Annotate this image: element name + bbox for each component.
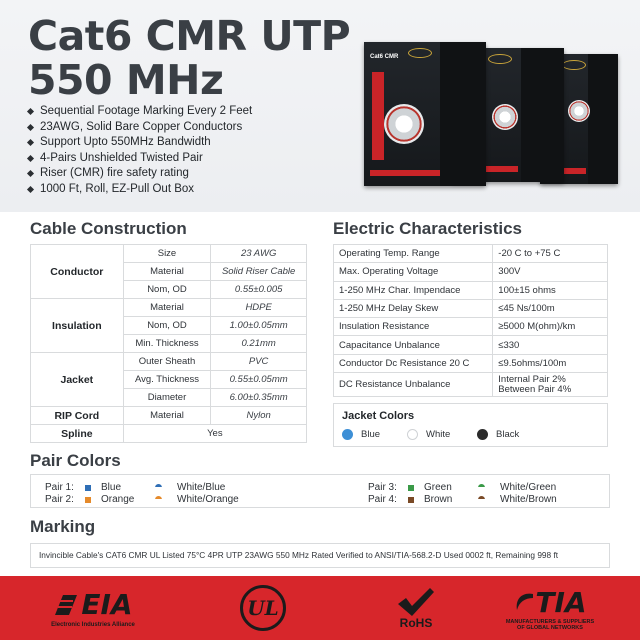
bullet-icon: [27, 139, 34, 146]
spec-label: 1-250 MHz Char. Impendace: [334, 281, 493, 299]
tia-subtitle-2: OF GLOBAL NETWORKS: [517, 624, 583, 631]
spec-label: Max. Operating Voltage: [334, 263, 493, 281]
table-row: [334, 263, 608, 281]
table-row: [31, 245, 307, 263]
solid-color-label: Orange: [101, 494, 135, 505]
property-label: Material: [123, 407, 211, 425]
property-value: PVC: [211, 353, 307, 371]
box-label: Cat6 CMR: [370, 54, 399, 60]
eia-emblem-icon: [53, 593, 79, 617]
feature-item: [28, 166, 252, 182]
group-label: Insulation: [31, 299, 124, 353]
spec-value: ≤45 Ns/100m: [493, 299, 608, 317]
table-row: [334, 281, 608, 299]
solid-color-icon: [408, 497, 414, 503]
striped-color-icon: [478, 496, 485, 503]
table-row: [334, 245, 608, 263]
pair-label: Pair 4:: [368, 494, 397, 505]
pair-colors-heading: Pair Colors: [30, 451, 121, 470]
eia-logo: [28, 576, 158, 640]
group-label: Conductor: [31, 245, 124, 299]
spec-value: 300V: [493, 263, 608, 281]
table-row: [31, 299, 307, 317]
table-row: [334, 299, 608, 317]
striped-color-label: White/Orange: [177, 494, 239, 505]
property-label: Min. Thickness: [123, 335, 211, 353]
property-value: 0.21mm: [211, 335, 307, 353]
property-value: Yes: [123, 425, 306, 443]
jacket-color-label: Blue: [361, 429, 381, 440]
electric-characteristics-heading: Electric Characteristics: [333, 219, 522, 238]
spec-label: Conductor Dc Resistance 20 C: [334, 354, 493, 372]
bullet-icon: [27, 155, 34, 162]
cable-construction-heading: Cable Construction: [30, 219, 187, 238]
jacket-colors-panel: [333, 403, 608, 447]
table-row: [31, 425, 307, 443]
feature-text: 23AWG, Solid Bare Copper Conductors: [40, 120, 243, 133]
property-label: Nom, OD: [123, 281, 211, 299]
ul-logo: [228, 576, 298, 640]
solid-color-icon: [85, 485, 91, 491]
spec-label: 1-250 MHz Delay Skew: [334, 299, 493, 317]
color-swatch-icon: [407, 429, 418, 440]
spec-label: Insulation Resistance: [334, 318, 493, 336]
eia-subtitle: Electronic Industries Alliance: [51, 622, 135, 628]
feature-item: [28, 182, 252, 198]
property-value: HDPE: [211, 299, 307, 317]
property-label: Material: [123, 263, 211, 281]
tia-subtitle-1: MANUFACTURERS & SUPPLIERS: [505, 618, 595, 625]
color-swatch-icon: [477, 429, 488, 440]
feature-text: Riser (CMR) fire safety rating: [40, 167, 189, 179]
spec-label: DC Resistance Unbalance: [334, 373, 493, 397]
color-swatch-icon: [342, 429, 353, 440]
feature-item: [28, 104, 252, 120]
pair-label: Pair 1:: [45, 482, 74, 493]
striped-color-icon: [478, 484, 485, 491]
striped-color-icon: [155, 496, 162, 503]
table-row: [31, 407, 307, 425]
pair-label: Pair 2:: [45, 494, 74, 505]
bullet-icon: [27, 124, 34, 131]
feature-text: 4-Pairs Unshielded Twisted Pair: [40, 151, 203, 164]
property-value: 0.55±0.005: [211, 281, 307, 299]
bullet-icon: [27, 186, 34, 193]
pair-label: Pair 3:: [368, 482, 397, 493]
dc-line-2: Between Pair 4%: [498, 383, 572, 395]
feature-item: [28, 151, 252, 167]
property-label: Outer Sheath: [123, 353, 211, 371]
property-value: 23 AWG: [211, 245, 307, 263]
spec-value: [493, 373, 608, 397]
solid-color-icon: [408, 485, 414, 491]
table-row: [334, 318, 608, 336]
electric-characteristics-table: [333, 244, 608, 397]
rohs-logo: [376, 576, 456, 640]
feature-item: [28, 135, 252, 151]
title-line-2: 550 MHz: [28, 56, 224, 104]
striped-color-label: White/Blue: [177, 482, 226, 493]
feature-text: Sequential Footage Marking Every 2 Feet: [40, 105, 253, 117]
group-label: Jacket: [31, 353, 124, 407]
spec-value: 100±15 ohms: [493, 281, 608, 299]
group-label: RIP Cord: [31, 407, 124, 425]
bullet-icon: [27, 170, 34, 177]
property-label: Nom, OD: [123, 317, 211, 335]
solid-color-label: Blue: [101, 482, 122, 493]
spec-value: ≤9.5ohms/100m: [493, 354, 608, 372]
group-label: Spline: [31, 425, 124, 443]
solid-color-label: Green: [424, 482, 452, 493]
property-label: Material: [123, 299, 211, 317]
table-row: [334, 354, 608, 372]
title-line-1: Cat6 CMR UTP: [28, 12, 351, 60]
property-label: Diameter: [123, 389, 211, 407]
dc-line-1: Internal Pair 2%: [498, 374, 566, 386]
marking-heading: Marking: [30, 517, 96, 536]
spec-label: Capacitance Unbalance: [334, 336, 493, 354]
marking-text: Invincible Cable's CAT6 CMR UL Listed 75°C 4PR UTP 23AWG 550 MHz Rated Verified to ANSI/TIA-568.2-D Used 0002 ft, Remaining 998 ft: [30, 543, 610, 568]
jacket-color-black: [477, 429, 519, 440]
jacket-color-label: Black: [496, 429, 520, 440]
tia-swoosh-icon: [513, 590, 535, 614]
product-title: [28, 14, 350, 102]
feature-text: Support Upto 550MHz Bandwidth: [40, 136, 211, 148]
ul-mark: UL: [247, 596, 279, 620]
solid-color-icon: [85, 497, 91, 503]
property-value: 0.55±0.05mm: [211, 371, 307, 389]
hero-banner: [0, 0, 640, 212]
tia-logo: [480, 576, 620, 640]
table-row: [334, 373, 608, 397]
jacket-color-label: White: [426, 429, 451, 440]
rohs-mark: RoHS: [399, 616, 433, 630]
spec-value: -20 C to +75 C: [493, 245, 608, 263]
striped-color-icon: [155, 484, 162, 491]
jacket-color-white: [407, 429, 450, 440]
rohs-check-icon: [396, 586, 436, 618]
table-row: [31, 353, 307, 371]
feature-text: 1000 Ft, Roll, EZ-Pull Out Box: [40, 182, 195, 195]
certification-footer: [0, 576, 640, 640]
eia-mark: EIA: [81, 588, 133, 621]
feature-item: [28, 120, 252, 136]
jacket-color-blue: [342, 429, 380, 440]
striped-color-label: White/Brown: [500, 494, 557, 505]
spec-value: ≥5000 M(ohm)/km: [493, 318, 608, 336]
table-row: [334, 336, 608, 354]
feature-list: [28, 104, 252, 197]
property-label: Avg. Thickness: [123, 371, 211, 389]
property-value: Solid Riser Cable: [211, 263, 307, 281]
spec-label: Operating Temp. Range: [334, 245, 493, 263]
solid-color-label: Brown: [424, 494, 453, 505]
bullet-icon: [27, 108, 34, 115]
property-value: 6.00±0.35mm: [211, 389, 307, 407]
product-box-front: [364, 42, 486, 186]
property-value: Nylon: [211, 407, 307, 425]
spec-value: ≤330: [493, 336, 608, 354]
property-label: Size: [123, 245, 211, 263]
jacket-colors-title: Jacket Colors: [342, 410, 415, 422]
cable-construction-table: [30, 244, 307, 443]
striped-color-label: White/Green: [500, 482, 557, 493]
tia-mark: TIA: [535, 585, 587, 619]
pair-colors-panel: [30, 474, 610, 508]
property-value: 1.00±0.05mm: [211, 317, 307, 335]
